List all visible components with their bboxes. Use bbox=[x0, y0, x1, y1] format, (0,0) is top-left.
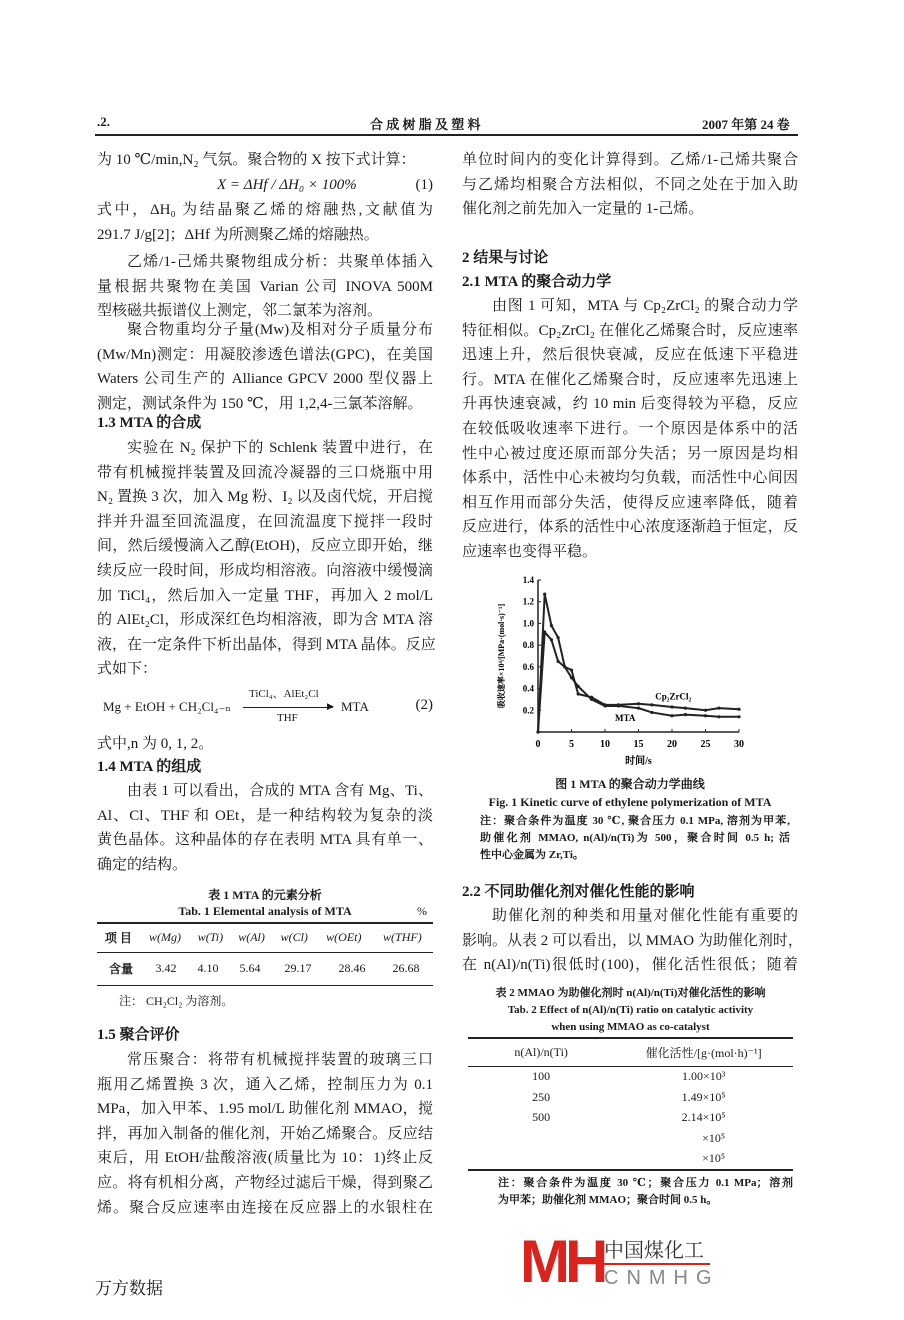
text-line: 与乙烯均相聚合方法相似，不同之处在于加入助 bbox=[462, 176, 798, 193]
equation-2-reactants: Mg + EtOH + CH₂Cl₄₋ₙ bbox=[103, 699, 231, 714]
table-cell: 250 bbox=[532, 1089, 551, 1104]
text-line: 性中心被过度还原而部分失活；另一原因是均相 bbox=[462, 445, 798, 462]
footer-source: 万方数据 bbox=[95, 1279, 163, 1299]
data-point bbox=[737, 715, 740, 718]
y-tick-label: 1.4 bbox=[522, 575, 534, 585]
equation-1-number: (1) bbox=[415, 177, 433, 193]
data-point bbox=[543, 631, 546, 634]
text-line: 相互作用而部分失活，使得反应速率降低，随着 bbox=[462, 494, 798, 511]
header-rule bbox=[95, 134, 798, 136]
table-cell: 1.49×10⁵ bbox=[681, 1089, 726, 1104]
data-point bbox=[590, 698, 593, 701]
table-1-title-cn: 表 1 MTA 的元素分析 bbox=[208, 888, 322, 902]
text-line: 续反应一段时间，形成均相溶液。向溶液中缓慢滴 bbox=[97, 562, 433, 579]
table-cell: 500 bbox=[532, 1110, 551, 1125]
equation-2-catalyst: TiCl₄、AlEt₂Cl bbox=[249, 688, 319, 700]
text-line: 加 TiCl₄，然后加入一定量 THF，再加入 2 mol/L bbox=[97, 587, 433, 604]
table-2-row bbox=[468, 1108, 793, 1129]
watermark-underline bbox=[604, 1263, 710, 1265]
table-cell: 5.64 bbox=[239, 961, 261, 975]
data-point bbox=[550, 624, 553, 627]
text-line: 间，然后缓慢滴入乙醇(EtOH)，反应立即开始，继 bbox=[97, 538, 433, 555]
text-line: 应。将有机相分离，产物经过滤后干燥，得到聚乙 bbox=[97, 1174, 433, 1191]
x-axis-label: 时间/s bbox=[625, 756, 652, 767]
equation-2-number: (2) bbox=[415, 697, 433, 713]
table-1-title-en: Tab. 1 Elemental analysis of MTA bbox=[178, 904, 352, 918]
section-heading-2-1: 2.1 MTA 的聚合动力学 bbox=[462, 274, 612, 290]
table-rule bbox=[468, 1037, 793, 1039]
text-line: 量根据共聚物在美国 Varian 公司 INOVA 500M bbox=[97, 278, 433, 295]
data-point bbox=[543, 593, 546, 596]
data-point bbox=[570, 669, 573, 672]
equation-1 bbox=[97, 173, 433, 198]
paragraph-copolymer-analysis bbox=[97, 250, 433, 324]
watermark-text-cn: 中国煤化工 bbox=[604, 1238, 704, 1262]
table-2-note bbox=[468, 1175, 793, 1209]
table-2 bbox=[468, 985, 793, 1209]
paragraph-kinetics bbox=[462, 294, 798, 565]
paragraph-evaluation bbox=[97, 1048, 433, 1220]
table-rule bbox=[97, 922, 433, 924]
data-point bbox=[570, 676, 573, 679]
y-tick-label: 1.0 bbox=[522, 618, 534, 629]
table-cell bbox=[468, 1149, 614, 1170]
table-header-cell: w(OEt) bbox=[326, 930, 362, 944]
table-cell: ×10⁵ bbox=[702, 1130, 726, 1145]
x-tick-label: 5 bbox=[569, 739, 574, 750]
data-point bbox=[637, 702, 640, 705]
data-point bbox=[557, 636, 560, 639]
data-point bbox=[684, 713, 687, 716]
text-line: 聚合物重均分子量(Mw)及相对分子质量分布 bbox=[127, 322, 433, 338]
data-point bbox=[563, 665, 566, 668]
data-point bbox=[577, 692, 580, 695]
text-line: 带有机械搅拌装置及回流冷凝器的三口烧瓶中用 bbox=[97, 464, 433, 481]
table-2-row bbox=[468, 1128, 793, 1149]
data-point bbox=[557, 660, 560, 663]
table-rule bbox=[468, 1066, 793, 1067]
table-1-unit: % bbox=[417, 904, 427, 918]
section-heading-1-5: 1.5 聚合评价 bbox=[97, 1027, 180, 1043]
data-point bbox=[717, 715, 720, 718]
figure-1-caption-en: Fig. 1 Kinetic curve of ethylene polymerization of MTA bbox=[488, 795, 772, 809]
page-number: .2. bbox=[97, 114, 110, 129]
table-header-cell: w(THF) bbox=[383, 930, 422, 944]
x-tick-label: 30 bbox=[734, 739, 744, 750]
text-line: 型核磁共振谱仪上测定，邻二氯苯为溶剂。 bbox=[97, 303, 383, 320]
text-line: 为甲苯；助催化剂 MMAO；聚合时间 0.5 h。 bbox=[498, 1193, 718, 1206]
text-line: 拌，再加入制备的催化剂，开始乙烯聚合。反应结 bbox=[97, 1125, 433, 1142]
text-line: 升再快速衰减，约 10 min 后变得较为平稳，反应 bbox=[462, 396, 798, 413]
paragraph-synthesis bbox=[97, 436, 436, 682]
text-line: 为 10 ℃/min,N₂ 气氛。聚合物的 X 按下式计算： bbox=[97, 152, 416, 168]
text-line: 特征相似。Cp₂ZrCl₂ 在催化乙烯聚合时，反应速率 bbox=[462, 322, 798, 339]
text-line: MPa，加入甲苯、1.95 mol/L 助催化剂 MMAO，搅 bbox=[97, 1101, 433, 1118]
data-point bbox=[717, 707, 720, 710]
table-cell: 26.68 bbox=[392, 961, 420, 975]
watermark-text-en: CNMHG bbox=[604, 1267, 720, 1289]
text-line: 乙烯/1-己烯共聚物组成分析：共聚单体插入 bbox=[127, 254, 433, 270]
section-heading-1-4: 1.4 MTA 的组成 bbox=[97, 759, 202, 775]
text-line: 反应进行，体系的活性中心浓度逐渐趋于恒定，反 bbox=[462, 519, 798, 536]
text-line: 催化剂之前先加入一定量的 1-己烯。 bbox=[462, 201, 704, 218]
text-line: N₂ 置换 3 次，加入 Mg 粉、I₂ 以及卤代烷，开启搅 bbox=[97, 489, 433, 506]
text-line: 实验在 N₂ 保护下的 Schlenk 装置中进行，在 bbox=[127, 440, 433, 456]
data-point bbox=[684, 707, 687, 710]
table-cell: 1.00×10³ bbox=[681, 1069, 726, 1084]
data-point bbox=[650, 703, 653, 706]
table-cell: 100 bbox=[532, 1069, 551, 1084]
text-line: 应速率也变得平稳。 bbox=[462, 543, 598, 560]
table-header-cell: 项 目 bbox=[104, 931, 132, 945]
watermark bbox=[520, 1228, 790, 1296]
text-line: 的 AlEt₂Cl，形成深红色均相溶液，即为含 MTA 溶 bbox=[97, 612, 433, 629]
table-2-row bbox=[468, 1087, 793, 1108]
table-2-row bbox=[468, 1149, 793, 1170]
table-2-title-cn: 表 2 MMAO 为助催化剂时 n(Al)/n(Ti)对催化活性的影响 bbox=[495, 987, 766, 999]
table-header-cell: w(Ti) bbox=[197, 930, 224, 944]
table-rule bbox=[468, 1169, 793, 1171]
reaction-arrow bbox=[243, 707, 333, 708]
kinetic-curve-chart bbox=[480, 570, 780, 774]
figure-1-caption-cn: 图 1 MTA 的聚合动力学曲线 bbox=[555, 777, 705, 791]
y-tick-label: 0.2 bbox=[522, 705, 534, 716]
data-point bbox=[737, 708, 740, 711]
table-header-cell: n(Al)/n(Ti) bbox=[514, 1044, 568, 1059]
data-point bbox=[650, 711, 653, 714]
data-point bbox=[637, 707, 640, 710]
series-line-mta bbox=[538, 632, 739, 732]
figure-1-note bbox=[480, 813, 790, 864]
watermark-logo: MH bbox=[520, 1228, 604, 1295]
table-header-cell: w(Al) bbox=[238, 930, 265, 944]
table-cell: 29.17 bbox=[284, 961, 312, 975]
table-cell: 含量 bbox=[109, 962, 134, 976]
table-header-cell: w(Cl) bbox=[280, 930, 308, 944]
data-point bbox=[536, 730, 539, 733]
data-point bbox=[577, 685, 580, 688]
section-heading-2: 2 结果与讨论 bbox=[462, 250, 549, 266]
paragraph-continued bbox=[462, 148, 798, 222]
paragraph-n-values bbox=[97, 732, 433, 757]
paragraph-cocatalyst bbox=[462, 904, 803, 978]
table-cell bbox=[468, 1128, 614, 1149]
text-line: 在 n(Al)/n(Ti)很低时(100)，催化活性很低；随着 bbox=[462, 957, 798, 974]
equation-1-formula: X = ΔHf / ΔH₀ × 100% bbox=[217, 177, 357, 193]
table-2-row bbox=[468, 1067, 793, 1088]
y-tick-label: 0.8 bbox=[522, 640, 534, 651]
issue-label: 2007 年第 24 卷 bbox=[702, 117, 790, 132]
data-point bbox=[603, 704, 606, 707]
text-line: 由表 1 可以看出，合成的 MTA 含有 Mg、Ti、 bbox=[127, 783, 433, 799]
paragraph-eq1-explain bbox=[97, 198, 433, 247]
x-tick-label: 25 bbox=[700, 739, 711, 750]
paragraph-intro bbox=[97, 148, 433, 173]
text-line: 烯。聚合反应速率由连接在反应器上的水银柱在 bbox=[97, 1199, 433, 1216]
series-label-mta: MTA bbox=[615, 713, 636, 724]
table-cell: 28.46 bbox=[338, 961, 366, 975]
data-point bbox=[704, 714, 707, 717]
table-2-header-row bbox=[468, 1039, 793, 1066]
text-line: 单位时间内的变化计算得到。乙烯/1-己烯共聚合 bbox=[462, 152, 798, 168]
section-heading-2-2: 2.2 不同助催化剂对催化性能的影响 bbox=[462, 884, 695, 900]
arrow-head-icon: ▶ bbox=[327, 701, 334, 711]
table-cell: 4.10 bbox=[197, 961, 219, 975]
table-rule bbox=[97, 952, 433, 953]
text-line: 注：聚合条件为温度 30 ℃, 聚合压力 0.1 MPa, 溶剂为甲苯, bbox=[480, 815, 790, 827]
x-tick-label: 10 bbox=[600, 739, 610, 750]
table-rule bbox=[97, 985, 433, 987]
data-point bbox=[704, 709, 707, 712]
table-1-header-row bbox=[97, 924, 433, 952]
table-cell: 3.42 bbox=[155, 961, 177, 975]
table-cell: 2.14×10⁵ bbox=[681, 1110, 726, 1125]
table-2-title-en-2: when using MMAO as co-catalyst bbox=[551, 1021, 710, 1033]
text-line: 测定，测试条件为 150 ℃，用 1,2,4-三氯苯溶解。 bbox=[97, 395, 423, 412]
text-line: 在较低吸收速率下进行。一个原因是体系中的活 bbox=[462, 420, 798, 437]
text-line: Al、Cl、THF 和 OEt，是一种结构较为复杂的淡 bbox=[97, 807, 433, 824]
data-point bbox=[670, 705, 673, 708]
text-line: 式中,n 为 0, 1, 2。 bbox=[97, 736, 214, 752]
text-line: 常压聚合：将带有机械搅拌装置的玻璃三口 bbox=[127, 1052, 433, 1068]
text-line: 由图 1 可知，MTA 与 Cp₂ZrCl₂ 的聚合动力学 bbox=[492, 298, 798, 314]
text-line: 291.7 J/g[2]；ΔHf 为所测聚乙烯的熔融热。 bbox=[97, 226, 379, 243]
y-tick-label: 0.4 bbox=[522, 683, 534, 694]
y-axis-label: 吸收速率×10⁴/[MPa·(mol·s)⁻¹] bbox=[497, 603, 506, 709]
text-line: 黄色晶体。这种晶体的存在表明 MTA 具有单一、 bbox=[97, 832, 433, 849]
data-point bbox=[550, 638, 553, 641]
text-line: 助催化剂 MMAO, n(Al)/n(Ti)为 500，聚合时间 0.5 h; 活 bbox=[480, 832, 790, 844]
equation-2 bbox=[97, 686, 433, 730]
series-line-cp2zrcl2 bbox=[538, 594, 739, 732]
table-header-cell: w(Mg) bbox=[149, 930, 182, 944]
table-1-note: 注： CH₂Cl₂ 为溶剂。 bbox=[119, 994, 234, 1008]
text-line: 性中心金属为 Zr,Ti。 bbox=[480, 849, 584, 861]
paragraph-gpc bbox=[97, 318, 433, 416]
text-line: 液，在一定条件下析出晶体，得到 MTA 晶体。反应 bbox=[97, 636, 436, 653]
x-tick-label: 0 bbox=[535, 739, 541, 750]
text-line: 式如下： bbox=[97, 661, 158, 678]
table-1 bbox=[97, 886, 433, 1009]
text-line: 助催化剂的种类和用量对催化性能有重要的 bbox=[492, 908, 798, 924]
paragraph-composition bbox=[97, 779, 433, 877]
text-line: 瓶用乙烯置换 3 次，通入乙烯，控制压力为 0.1 bbox=[97, 1076, 433, 1093]
table-cell: ×10⁵ bbox=[702, 1151, 726, 1166]
series-label-cp2zrcl2: Cp₂ZrCl₂ bbox=[655, 691, 692, 702]
x-tick-label: 15 bbox=[633, 739, 644, 750]
y-tick-label: 0.6 bbox=[522, 661, 534, 672]
text-line: 注：聚合条件为温度 30 ℃；聚合压力 0.1 MPa；溶剂 bbox=[498, 1176, 793, 1189]
text-line: 束后，用 EtOH/盐酸溶液(质量比为 10：1)终止反 bbox=[97, 1150, 433, 1167]
table-2-title-en: Tab. 2 Effect of n(Al)/n(Ti) ratio on catalytic activity bbox=[507, 1004, 754, 1016]
text-line: 式中，ΔH₀ 为结晶聚乙烯的熔融热,文献值为 bbox=[97, 202, 433, 218]
equation-2-product: MTA bbox=[341, 699, 369, 714]
journal-title: 合 成 树 脂 及 塑 料 bbox=[370, 117, 481, 132]
text-line: 拌并升温至回流温度，在回流温度下搅拌一段时 bbox=[97, 513, 433, 530]
section-heading-1-3: 1.3 MTA 的合成 bbox=[97, 415, 202, 431]
text-line: (Mw/Mn)测定：用凝胶渗透色谱法(GPC)，在美国 bbox=[97, 346, 433, 363]
text-line: 影响。从表 2 可以看出，以 MMAO 为助催化剂时， bbox=[462, 932, 803, 949]
x-tick-label: 20 bbox=[667, 739, 677, 750]
table-1-row bbox=[97, 953, 433, 985]
data-point bbox=[670, 714, 673, 717]
data-point bbox=[617, 704, 620, 707]
text-line: 体系中，活性中心未被均匀负载，而活性中心间因 bbox=[462, 470, 798, 487]
text-line: 行。MTA 在催化乙烯聚合时，反应速率先迅速上 bbox=[462, 371, 798, 388]
table-header-cell: 催化活性/[g·(mol·h)⁻¹] bbox=[645, 1045, 762, 1060]
text-line: 确定的结构。 bbox=[97, 856, 188, 873]
text-line: Waters 公司生产的 Alliance GPCV 2000 型仪器上 bbox=[97, 371, 433, 388]
y-tick-label: 1.2 bbox=[522, 596, 534, 607]
equation-2-solvent: THF bbox=[277, 712, 298, 724]
text-line: 迅速上升，然后很快衰减，反应在低速下平稳进 bbox=[462, 347, 798, 364]
